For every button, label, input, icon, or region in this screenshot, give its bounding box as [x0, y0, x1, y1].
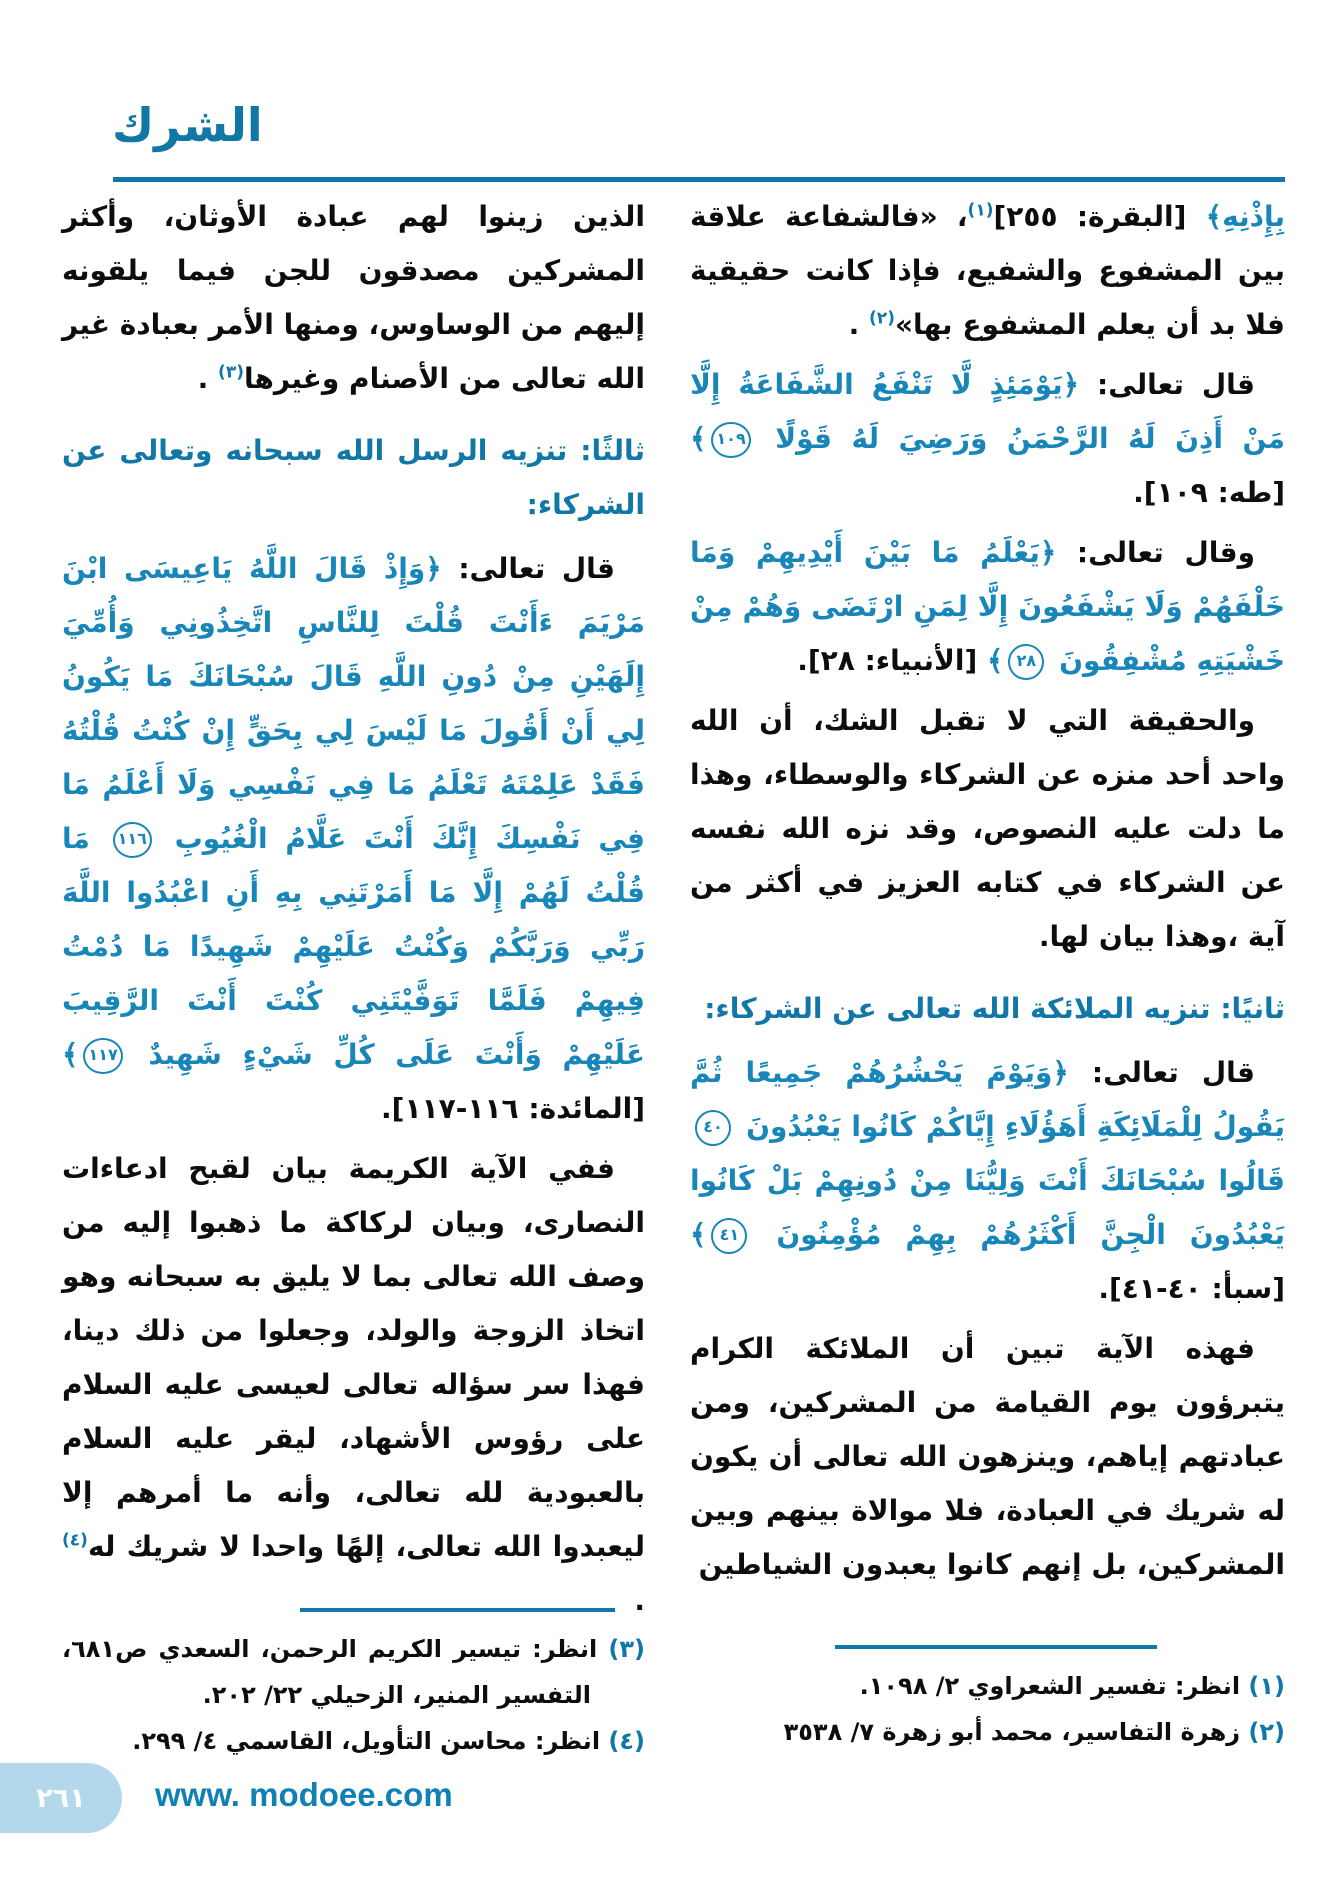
footnote-text: انظر: تيسير الكريم الرحمن، السعدي ص٦٨١، التفسير المنير، الزحيلي ٢٢/ ٢٠٢.	[62, 1635, 598, 1709]
verse-number-badge: ١١٧	[83, 1038, 122, 1074]
column-right	[690, 190, 1285, 1598]
footnote-number: (٤)	[608, 1727, 645, 1755]
quran-text: ﴾	[987, 644, 1004, 677]
text-run: فهذه الآية تبين أن الملائكة الكرام يتبرؤون يوم القيامة من المشركين، ومن عبادتهم إياهم، وينزهون الله تعالى أن يكون له شريك في العبادة، فلا موالاة بينهم وبين المشركين، بل إنهم كانوا يعبدون الشياطين	[690, 1332, 1285, 1581]
heading-text: ثانيًا: تنزيه الملائكة الله تعالى عن الشركاء:	[704, 992, 1285, 1025]
paragraph	[62, 1142, 645, 1628]
paragraph	[690, 1046, 1285, 1316]
paragraph	[62, 542, 645, 1136]
verse-number-badge: ٤٠	[695, 1110, 731, 1146]
text-run: قال تعالى:	[441, 552, 615, 585]
text-run: [البقرة: ٢٥٥]	[993, 200, 1206, 233]
quran-text: بِإِذْنِهِ﴾	[1205, 200, 1285, 233]
text-run: والحقيقة التي لا تقبل الشك، أن الله واحد أحد منزه عن الشركاء والوسطاء، وهذا ما دلت عليه النصوص، وقد نزه الله نفسه عن الشركاء في كتابه العزيز في أكثر من آية ،وهذا بيان لها.	[690, 704, 1285, 953]
quran-text: ﴾	[690, 1218, 707, 1251]
footnote-text: زهرة التفاسير، محمد أبو زهرة ٧/ ٣٥٣٨	[783, 1718, 1241, 1746]
text-run: وقال تعالى:	[1056, 536, 1255, 569]
quran-text: ﴿وَيَوْمَ يَحْشُرُهُمْ جَمِيعًا ثُمَّ يَقُولُ لِلْمَلَائِكَةِ أَهَؤُلَاءِ إِيَّاكُمْ كَانُوا يَعْبُدُونَ	[690, 1056, 1285, 1143]
footnotes-left	[62, 1608, 645, 1764]
text-run: الذين زينوا لهم عبادة الأوثان، وأكثر المشركين مصدقون للجن فيما يلقونه إليهم من الوساوس، ومنها الأمر بعبادة غير الله تعالى من الأصنام وغيرها	[62, 200, 645, 395]
page-title: الشرك	[112, 98, 263, 152]
footnote-item	[620, 1663, 1285, 1709]
footnote-number: (٣)	[608, 1635, 645, 1663]
text-run: .	[634, 1584, 645, 1617]
verse-number-badge: ٢٨	[1008, 644, 1044, 680]
heading-text: ثالثًا: تنزيه الرسل الله سبحانه وتعالى عن الشركاء:	[62, 434, 645, 521]
verse-number-badge: ١١٦	[113, 822, 152, 858]
footnote-marker: (٤)	[62, 1530, 88, 1551]
text-run: [طه: ١٠٩].	[1133, 476, 1285, 509]
paragraph	[690, 694, 1285, 964]
text-run: [المائدة: ١١٦-١١٧].	[381, 1092, 645, 1125]
text-run: .	[848, 308, 870, 341]
paragraph	[62, 190, 645, 406]
website-link[interactable]: www. modoee.com	[155, 1776, 453, 1813]
footnote-separator-left	[300, 1608, 615, 1612]
footnote-text: انظر: محاسن التأويل، القاسمي ٤/ ٢٩٩.	[132, 1727, 601, 1755]
quran-text: ﴿وَإِذْ قَالَ اللَّهُ يَاعِيسَى ابْنَ مَرْيَمَ ءَأَنْتَ قُلْتَ لِلنَّاسِ اتَّخِذُونِي وَأُمِّيَ إِلَهَيْنِ مِنْ دُونِ اللَّهِ قَالَ سُبْحَانَكَ مَا يَكُونُ لِي أَنْ أَقُولَ مَا لَيْسَ لِي بِحَقٍّ إِنْ كُنْتُ قُلْتُهُ فَقَدْ عَلِمْتَهُ تَعْلَمُ مَا فِي نَفْسِي وَلَا أَعْلَمُ مَا فِي نَفْسِكَ إِنَّكَ أَنْتَ عَلَّامُ الْغُيُوبِ	[62, 552, 645, 855]
quran-text: قَالُوا سُبْحَانَكَ أَنْتَ وَلِيُّنَا مِنْ دُونِهِمْ بَلْ كَانُوا يَعْبُدُونَ الْجِنَّ أَكْثَرُهُمْ بِهِمْ مُؤْمِنُونَ	[690, 1164, 1285, 1251]
verse-number-badge: ١٠٩	[711, 422, 750, 458]
footnote-number: (١)	[1248, 1672, 1285, 1700]
text-run: ، «فالشفاعة علاقة بين المشفوع والشفيع، فإذا كانت حقيقية فلا بد أن يعلم المشفوع بها»	[690, 200, 1285, 341]
footnote-number: (٢)	[1248, 1718, 1285, 1746]
text-run: ففي الآية الكريمة بيان لقبح ادعاءات النصارى، وبيان لركاكة ما ذهبوا إليه من وصف الله تعالى بما لا يليق به سبحانه وهو اتخاذ الزوجة والولد، وجعلوا من ذلك دينا، فهذا سر سؤاله تعالى لعيسى عليه السلام على رؤوس الأشهاد، ليقر عليه السلام بالعبودية لله تعالى، وأنه ما أمرهم إلا ليعبدوا الله تعالى، إلهًا واحدا لا شريك له	[62, 1152, 645, 1563]
footnotes-right	[620, 1645, 1285, 1755]
text-run: .	[197, 362, 219, 395]
paragraph	[690, 1322, 1285, 1592]
section-heading	[62, 424, 645, 532]
column-left	[62, 190, 645, 1634]
paragraph	[690, 526, 1285, 688]
footnote-text: انظر: تفسير الشعراوي ٢/ ١٠٩٨.	[859, 1672, 1241, 1700]
footnote-marker: (٢)	[869, 308, 895, 329]
header-rule	[113, 177, 1285, 182]
paragraph	[690, 358, 1285, 520]
page-number: ٢٦١	[36, 1782, 86, 1814]
text-run: [سبأ: ٤٠-٤١].	[1098, 1272, 1285, 1305]
text-run: قال تعالى:	[1079, 368, 1255, 401]
footnote-item	[62, 1626, 645, 1718]
quran-text: مَا قُلْتُ لَهُمْ إِلَّا مَا أَمَرْتَنِي بِهِ أَنِ اعْبُدُوا اللَّهَ رَبِّي وَرَبَّكُمْ وَكُنْتُ عَلَيْهِمْ شَهِيدًا مَا دُمْتُ فِيهِمْ فَلَمَّا تَوَفَّيْتَنِي كُنْتَ أَنْتَ الرَّقِيبَ عَلَيْهِمْ وَأَنْتَ عَلَى كُلِّ شَيْءٍ شَهِيدٌ	[62, 822, 645, 1071]
section-heading	[690, 982, 1285, 1036]
footnote-item	[62, 1718, 645, 1764]
quran-text: ﴾	[690, 422, 707, 455]
footnote-marker: (١)	[967, 200, 994, 221]
footnote-item	[620, 1709, 1285, 1755]
text-run: قال تعالى:	[1068, 1056, 1255, 1089]
paragraph	[690, 190, 1285, 352]
quran-text: ﴿يَوْمَئِذٍ لَّا تَنْفَعُ الشَّفَاعَةُ إِلَّا مَنْ أَذِنَ لَهُ الرَّحْمَنُ وَرَضِيَ لَهُ قَوْلًا	[690, 368, 1285, 455]
quran-text: ﴿يَعْلَمُ مَا بَيْنَ أَيْدِيهِمْ وَمَا خَلْفَهُمْ وَلَا يَشْفَعُونَ إِلَّا لِمَنِ ارْتَضَى وَهُمْ مِنْ خَشْيَتِهِ مُشْفِقُونَ	[690, 536, 1285, 677]
quran-text: ﴾	[62, 1038, 79, 1071]
page-number-badge	[0, 1763, 122, 1833]
text-run: [الأنبياء: ٢٨].	[797, 644, 987, 677]
verse-number-badge: ٤١	[711, 1218, 747, 1254]
footnote-marker: (٣)	[218, 362, 244, 383]
footnote-separator-right	[835, 1645, 1157, 1649]
